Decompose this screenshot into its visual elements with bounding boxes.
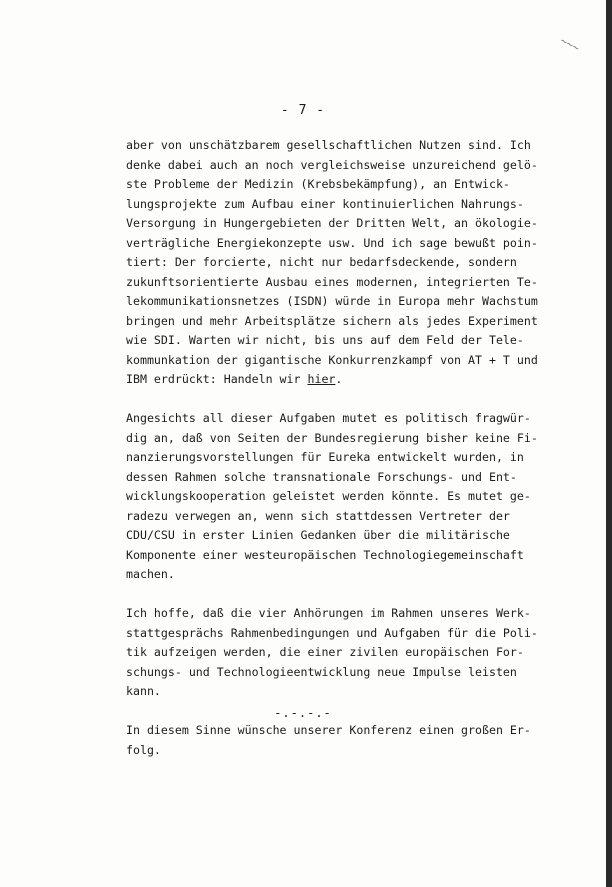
text-line: bringen und mehr Arbeitsplätze sichern als jedes Experiment [126, 313, 538, 328]
text-line: dessen Rahmen solche transnationale Forschungs- und Ent- [126, 469, 517, 484]
text-line: dig an, daß von Seiten der Bundesregierung bisher keine Fi- [126, 430, 538, 445]
text-line: tik aufzeigen werden, die einer zivilen europäischen For- [126, 645, 524, 659]
paragraph-4 [126, 721, 556, 760]
text-line: machen. [126, 567, 175, 581]
text-line: CDU/CSU in erster Linien Gedanken über die militärische [126, 528, 510, 542]
text-line: kann. [126, 684, 161, 698]
text-line: wicklungskooperation geleistet werden könnte. Es mutet ge- [126, 489, 531, 503]
text-line: aber von unschätzbarem gesellschaftlichen Nutzen sind. Ich [126, 138, 531, 152]
text-line: verträgliche Energiekonzepte usw. Und ich sage bewußt poin- [126, 235, 538, 250]
text-line: tiert: Der forcierte, nicht nur bedarfsdeckende, sondern [126, 255, 517, 269]
text-line: wie SDI. Warten wir nicht, bis uns auf dem Feld der Tele- [126, 333, 524, 347]
text-line: radezu verwegen an, wenn sich stattdessen Vertreter der [126, 508, 510, 523]
text-line: folg. [126, 742, 161, 757]
emphasis-underlined: hier [307, 372, 336, 386]
text-line: Ich hoffe, daß die vier Anhörungen im Rahmen unseres Werk- [126, 606, 531, 620]
page-number: - 7 - [280, 103, 326, 118]
text-line: ste Probleme der Medizin (Krebsbekämpfung), an Entwick- [126, 177, 510, 191]
text-line: Angesichts all dieser Aufgaben mutet es politisch fragwür- [126, 411, 531, 425]
paragraph-3 [126, 604, 556, 702]
paragraph-1 [126, 136, 556, 390]
text-line: zukunftsorientierte Ausbau eines modernen, integrierten Te- [126, 274, 538, 289]
text-line: stattgesprächs Rahmenbedingungen und Aufgaben für die Poli- [126, 625, 538, 640]
text-line: lungsprojekte zum Aufbau einer kontinuierlichen Nahrungs- [126, 196, 524, 211]
document-body [126, 136, 556, 780]
text-line: Versorgung in Hungergebieten der Dritten Welt, an ökologie- [126, 216, 538, 230]
text-line: nanzierungsvorstellungen für Eureka entwickelt wurden, in [126, 450, 524, 464]
closing-mark: -.-.-.- [274, 706, 332, 720]
text-line: Komponente einer westeuropäischen Technologiegemeinschaft [126, 547, 524, 562]
text-segment: . [335, 372, 343, 386]
paragraph-2 [126, 409, 556, 585]
text-line: denke dabei auch an noch vergleichsweise unzureichend gelö- [126, 157, 538, 172]
corner-mark: ~~~ [558, 34, 582, 55]
text-line: lekommunikationsnetzes (ISDN) würde in Europa mehr Wachstum [126, 294, 538, 308]
text-segment: IBM erdrückt: Handeln wir [126, 372, 308, 386]
text-line: kommunkation der gigantische Konkurrenzkampf von AT + T und [126, 352, 538, 367]
text-line: In diesem Sinne wünsche unserer Konferenz einen großen Er- [126, 723, 531, 737]
text-line: schungs- und Technologieentwicklung neue Impulse leisten [126, 664, 517, 679]
text-line-last [126, 370, 556, 390]
